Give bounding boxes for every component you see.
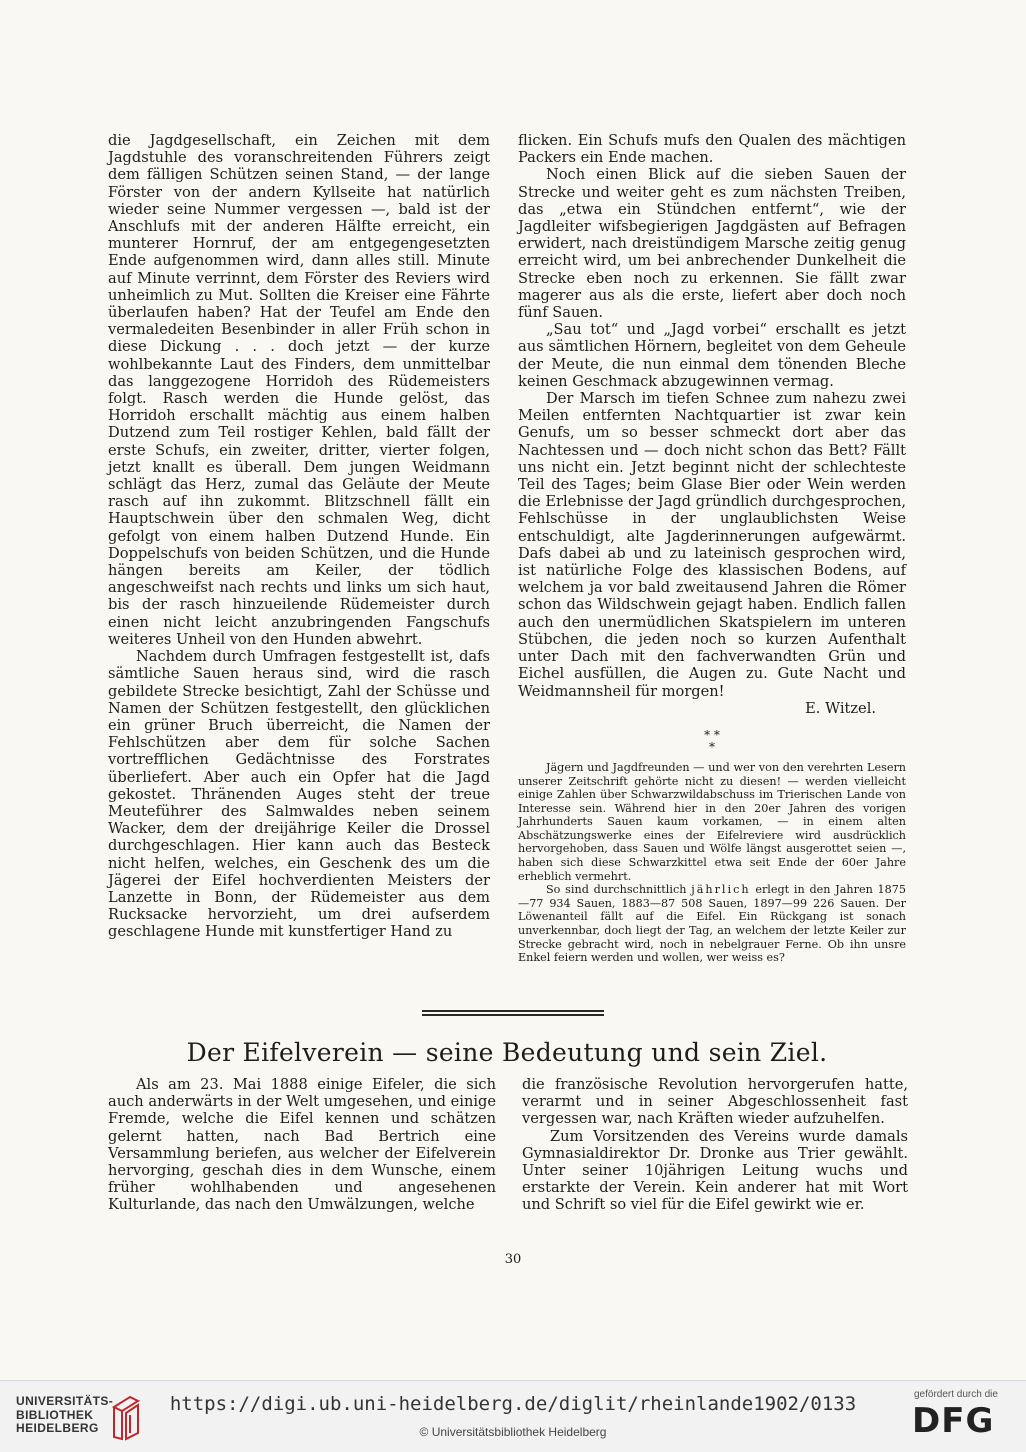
paragraph: „Sau tot“ und „Jagd vorbei“ erschallt es jetzt aus sämtlichen Hörnern, begleitet von dem Geheule der Meute, die nun einmal dem tönenden Bleche keinen Geschmack abzugewinnen vermag. [518,321,906,390]
paragraph: flicken. Ein Schufs mufs den Qualen des mächtigen Packers ein Ende machen. [518,132,906,167]
page-number: 30 [504,1252,522,1267]
library-name[interactable]: UNIVERSITÄTS- BIBLIOTHEK HEIDELBERG [16,1394,114,1435]
asterism-divider: * * * [704,727,720,754]
author-signature: E. Witzel. [805,699,876,717]
paragraph: Der Marsch im tiefen Schnee zum nahezu zwei Meilen entfernten Nachtquartier ist zwar kein Genufs, um so besser schmeckt dort aber das Nachtessen und — doch nicht schon das Bett? Fällt uns nicht ein. Jetzt beginnt nicht der schlechteste Teil des Tages; beim Glase Bier oder Wein werden die Erlebnisse der Jagd gründlich durchgesprochen, Fehlschüsse in der unglaublichsten Weise entschuldigt, alte Jagderinnerungen aufgewärmt. Dafs dabei ab und zu lateinisch gesprochen wird, ist natürliche Folge des klassischen Bodens, auf welchem ja vor bald zweitausend Jahren die Römer schon das Wildschwein gejagt haben. Endlich fallen auch den unermüdlichen Skatspielern im unteren Stübchen, die jeden noch so kurzen Aufenthalt unter Dach mit den fachverwandten Grün und Eichel ausfüllen, die Augen zu. Gute Nacht und Weidmannsheil für morgen! [518,390,906,700]
article-right-column [522,1076,908,1214]
paragraph: die Jagdgesellschaft, ein Zeichen mit dem Jagdstuhle des voranschreitenden Führers zeigt dem fälligen Schützen seinen Stand, — der lange Förster von der andern Kyllseite hat natürlich wieder seine Nummer vergessen —, bald ist der Anschlufs mit der anderen Hälfte erreicht, ein munterer Hornruf, der am entgegengesetzten Ende aufgenommen wird, dann alles still. Minute auf Minute verrinnt, dem Förster des Reviers wird unheimlich zu Mut. Sollten die Kreiser eine Fährte überlaufen haben? Hat der Teufel am Ende den vermaledeiten Besenbinder in aller Früh schon in diese Dickung . . . doch jetzt — der kurze wohlbekannte Laut des Finders, dem unmittelbar das langgezogene Horridoh des Rüdemeisters folgt. Rasch werden die Hunde gelöst, das Horridoh erschallt mächtig aus einem halben Dutzend zum Teil rostiger Kehlen, bald fällt der erste Schufs, ein zweiter, dritter, vierter folgen, jetzt knallt es überall. Dem jungen Weidmann schlägt das Herz, zumal das Geläute der Meute rasch auf ihn zukommt. Blitzschnell fällt ein Hauptschwein über den schmalen Weg, dicht gefolgt von einem halben Dutzend Hunde. Ein Doppelschufs von beiden Schützen, und die Hunde hängen bereits am Keiler, der tödlich angeschweifst nach rechts und links um sich haut, bis der rasch hinzueilende Rüdemeister durch einen nicht leicht anzubringenden Fangschufs weiteres Unheil von den Hunden abwehrt. [108,132,490,648]
permalink-url[interactable]: https://digi.ub.uni-heidelberg.de/diglit/rheinlande1902/0133 [169,1393,857,1415]
article-heading: Der Eifelverein — seine Bedeutung und sein Ziel. [186,1038,828,1067]
paragraph: die französische Revolution hervorgerufen hatte, verarmt und in seiner Abgeschlossenheit fast vergessen war, nach Kräften wieder aufzuhelfen. [522,1076,908,1128]
footnote-paragraph: So sind durchschnittlich jährlich erlegt in den Jahren 1875—77 934 Sauen, 1883—87 508 Sauen, 1897—99 226 Sauen. Der Löwenanteil fällt auf die Eifel. Ein Rückgang ist sonach unverkennbar, doch liegt der Tag, an welchem der letzte Keiler zur Strecke gebracht wird, noch in nebelgrauer Ferne. Ob ihn unsre Enkel feiern werden und wollen, wer weiss es? [518,883,907,965]
library-logo-icon[interactable] [108,1393,144,1441]
article-left-column [108,1076,496,1214]
footnote [518,761,906,965]
paragraph: Als am 23. Mai 1888 einige Eifeler, die sich auch anderwärts in der Welt umgesehen, und einige Fremde, welche die Eifel kennen und schätzen gelernt hatten, nach Bad Bertrich eine Versammlung beriefen, aus welcher der Eifelverein hervorging, geschah dies in dem Wunsche, einem früher wohlhabenden und angesehenen Kulturlande, das nach den Umwälzungen, welche [108,1076,496,1214]
viewer-footer [0,1380,1026,1452]
footnote-paragraph: Jägern und Jagdfreunden — und wer von den verehrten Lesern unserer Zeitschrift gehörte nicht zu diesen! — werden vielleicht einige Zahlen über Schwarzwildabschuss im Trierischen Lande von Interesse sein. Während hier in den 20er Jahren des vorigen Jahrhunderts Sauen kaum vorkamen, — in einem alten Abschätzungswerke eines der Eifelreviere wird ausdrücklich hervorgehoben, dass Sauen und Wölfe längst ausgerottet seien —, haben sich diese Schwarzkittel etwa seit Ende der 60er Jahre erheblich vermehrt. [518,760,906,883]
funded-by-label: gefördert durch die [914,1389,998,1400]
dfg-logo[interactable]: DFG [912,1401,995,1441]
paragraph: Noch einen Blick auf die sieben Sauen der Strecke und weiter geht es zum nächsten Treiben, das „etwa ein Stündchen entfernt“, wie der Jagdleiter wifsbegierigen Jagdgästen auf Befragen erwidert, nach dreistündigem Marsche zeitig genug erreicht wird, um bei anbrechender Dunkelheit die Strecke eben noch zu erkennen. Sie fällt zwar magerer aus als die erste, liefert aber doch noch fünf Sauen. [518,166,906,322]
left-column [108,132,490,941]
paragraph: Nachdem durch Umfragen festgestellt ist, dafs sämtliche Sauen heraus sind, wird die rasch gebildete Strecke besichtigt, Zahl der Schüsse und Namen der Schützen festgestellt, den glücklichen ein grüner Bruch überreicht, die Namen der Fehlschützen aber dem für solche Sachen vortrefflichen Gedächtnisse des Forstrates überliefert. Aber auch ein Opfer hat die Jagd gekostet. Thränenden Auges steht der treue Meuteführer des Salmwaldes neben seinem Wacker, dem der dreijährige Keiler die Drossel durchgeschlagen. Hier kann auch das Besteck nicht helfen, welches, ein Geschenk des um die Jägerei der Eifel hochverdienten Meisters der Lanzette in Bonn, der Rüdemeister aus dem Rucksacke hervorzieht, um drei aufserdem geschlagene Hunde mit kunstfertiger Hand zu [108,648,490,941]
double-rule-divider [422,1010,604,1020]
right-column [518,132,906,965]
paragraph: Zum Vorsitzenden des Vereins wurde damals Gymnasialdirektor Dr. Dronke aus Trier gewählt. Unter seiner 10jährigen Leitung wuchs und erstarkte der Verein. Kein anderer hat mit Wort und Schrift so viel für die Eifel gewirkt wie er. [522,1127,908,1214]
copyright-notice: © Universitätsbibliothek Heidelberg [419,1425,607,1439]
